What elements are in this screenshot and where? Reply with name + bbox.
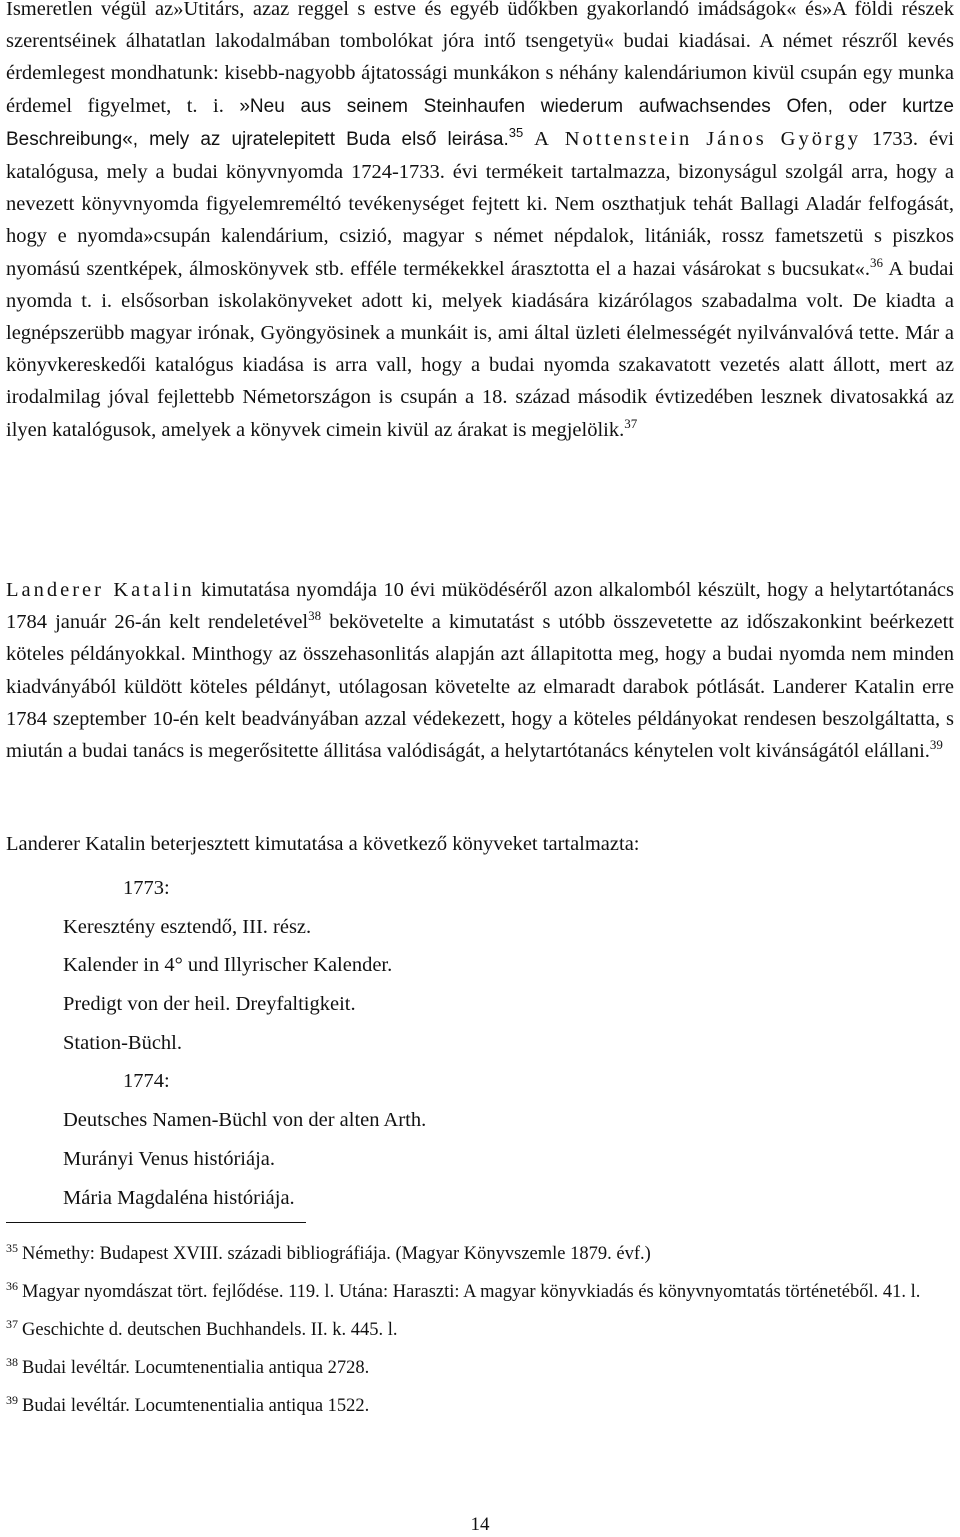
list-item: Deutsches Namen-Büchl von der alten Arth. — [63, 1109, 427, 1132]
list-item: Predigt von der heil. Dreyfaltigkeit. — [63, 993, 356, 1016]
footnote-ref-39[interactable]: 39 — [929, 737, 943, 753]
list-item: Mária Magdaléna históriája. — [63, 1186, 295, 1209]
footnote-ref-35[interactable]: 35 — [508, 124, 524, 140]
footnote-number: 37 — [6, 1316, 18, 1331]
paragraph-2 — [6, 574, 954, 767]
footnote-38 — [6, 1356, 954, 1382]
text-segment: Nem oszthatjuk tehát Ballagi Aladár felfogását, hogy e nyomda»csupán kalendárium, csizió, magyar s német népdalok, litániák, rossz fametszetü s piszkos nyomású szentképek, álmoskönyvek stb. efféle termékekkel árasztotta el a hazai vásárokat s bucsukat«. — [6, 193, 954, 280]
paragraph-1 — [6, 0, 954, 446]
footnote-37 — [6, 1318, 954, 1344]
list-year-1773: 1773: — [123, 877, 170, 899]
footnote-number: 38 — [6, 1354, 18, 1369]
text-segment-german-title: »Neu aus seinem Steinhaufen wiederum aufwachsendes Ofen, oder kurtze Beschreibung«, mely az ujratelepitett Buda első leirása. — [6, 95, 954, 150]
footnote-number: 36 — [6, 1278, 18, 1293]
list-year-1774: 1774: — [123, 1070, 170, 1093]
list-item: Station-Büchl. — [63, 1031, 183, 1054]
footnote-ref-37[interactable]: 37 — [624, 415, 638, 431]
list-item: Keresztény esztendő, III. rész. — [63, 915, 312, 938]
footnotes — [6, 1242, 954, 1432]
footnote-number: 35 — [6, 1240, 18, 1255]
footnote-text: Budai levéltár. Locumtenentialia antiqua 1522. — [22, 1396, 370, 1416]
text-segment: Ismeretlen végül az»Utitárs, azaz reggel s estve és egyéb üdőkben gyakorlandó imádságok« és»A földi részek szerentséinek álhatatlan lakodalmában tombolókat jóra intő tsengetyü« budai kiadásai. — [6, 0, 954, 53]
text-segment: A budai nyomda t. i. elsősorban iskolakönyveket adott ki, melyek kiadására kizárólagos szabadalma volt. De kiadta a legnépszerübb magyar irónak, Gyöngyösinek a munkáit is, ami által üzleti élelmességét nyilvánvalóvá tette. Már a könyvkereskedői katalógus kiadása is arra vall, hogy a budai nyomda szakavatott vezetés alatt állott, mert az irodalmilag jóval fejlettebb Németországon is csupán a 18. század második évtizedében lesznek divatosakká az ilyen katalógusok, amelyek a könyvek cimein kivül az árakat is megjelölik. — [6, 257, 954, 441]
page-number: 14 — [470, 1514, 490, 1535]
person-name-nottenstein: A Nottenstein János György — [534, 127, 861, 150]
text-segment: kimutatása nyomdája 10 évi müködéséről azon alkalomból készült, hogy a helytartótanács 1784 január 26-án kelt rendeletével — [6, 579, 954, 634]
person-name-landerer: Landerer Katalin — [6, 579, 195, 601]
footnote-text: Magyar nyomdászat tört. fejlődése. 119. l. Utána: Haraszti: A magyar könyvkiadás és könyvnyomtatás történetéből. 41. l. — [22, 1282, 921, 1302]
footnote-36 — [6, 1280, 954, 1306]
book-list — [63, 869, 426, 1217]
paragraph-3: Landerer Katalin beterjesztett kimutatása a következő könyveket tartalmazta: — [6, 833, 640, 855]
footnote-ref-36[interactable]: 36 — [870, 254, 884, 270]
footnote-text: Némethy: Budapest XVIII. századi bibliográfiája. (Magyar Könyvszemle 1879. évf.) — [22, 1244, 651, 1264]
list-item: Murányi Venus históriája. — [63, 1147, 275, 1170]
text-segment: 1733. évi katalógusa, mely a budai könyvnyomda 1724-1733. évi termékeit tartalmazza, bizonyságul szolgál arra, hogy a nevezett könyvnyomda figyelemreméltó tevékenységet fejtett ki. — [6, 127, 954, 216]
list-item: Kalender in 4° und Illyrischer Kalender. — [63, 954, 393, 977]
footnote-text: Geschichte d. deutschen Buchhandels. II. k. 445. l. — [22, 1320, 398, 1340]
footnote-39 — [6, 1394, 954, 1420]
text-segment: bekövetelte a kimutatást s utóbb összevetette az időszakonkint beérkezett köteles példányokkal. Minthogy az összehasonlitás alapján azt állapitotta meg, hogy a budai nyomda nem minden kiadványából küldött köteles példányt, utólagosan követelte az elmaradt darabok pótlását. Landerer Katalin erre 1784 szeptember 10-én kelt beadványában azzal védekezett, hogy a köteles példányokat rendesen beszolgáltatta, s miután a budai tanács is megerősitette állitása valódiságát, a helytartótanács kénytelen volt kivánságától elállani. — [6, 611, 954, 763]
footnote-text: Budai levéltár. Locumtenentialia antiqua 2728. — [22, 1358, 370, 1378]
footnote-35 — [6, 1242, 954, 1268]
footnote-ref-38[interactable]: 38 — [308, 608, 322, 624]
footnote-number: 39 — [6, 1392, 18, 1407]
footnote-divider — [6, 1222, 306, 1223]
text-segment: A német részről kevés érdemlegest mondhatunk: kisebb-nagyobb ájtatossági munkákon s néhány kalendáriumon kivül csupán egy munka érdemel figyelmet, t. i. — [6, 30, 955, 117]
